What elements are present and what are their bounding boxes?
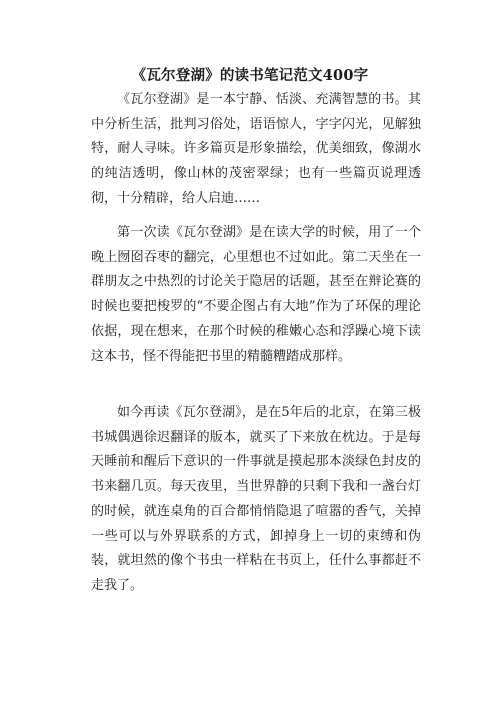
paragraph-second-reading: 如今再读《瓦尔登湖》，是在5年后的北京，在第三极书城偶遇徐迟翻译的版本，就买了下来放在枕边。于是每天睡前和醒后下意识的一件事就是摸起那本淡绿色封皮的书来翻几页。每天夜里，当世界静的只剩下我和一盏台灯的时候，就连桌角的百合都悄悄隐退了喧嚣的香气，关掉一些可以与外界联系的方式，卸掉身上一切的束缚和伪装，就坦然的像个书虫一样粘在书页上，任什么事都赶不走我了。 bbox=[91, 405, 421, 593]
paragraph-first-reading: 第一次读《瓦尔登湖》是在读大学的时候，用了一个晚上囫囵吞枣的翻完，心里想也不过如此。第二天坐在一群朋友之中热烈的讨论关于隐居的话题，甚至在辩论赛的时候也要把梭罗的“不要企图占有大地”作为了环保的理论依据，现在想来，在那个时候的稚嫩心态和浮躁心境下读这本书，怪不得能把书里的精髓糟踏成那样。 bbox=[91, 225, 421, 364]
paragraph-intro: 《瓦尔登湖》是一本宁静、恬淡、充满智慧的书。其中分析生活，批判习俗处，语语惊人，字字闪光，见解独特，耐人寻味。许多篇页是形象描绘，优美细致，像湖水的纯洁透明，像山林的茂密翠绿；也有一些篇页说理透彻，十分精辟，给人启迪…… bbox=[91, 92, 421, 206]
page-title: 《瓦尔登湖》的读书笔记范文400字 bbox=[131, 67, 369, 84]
